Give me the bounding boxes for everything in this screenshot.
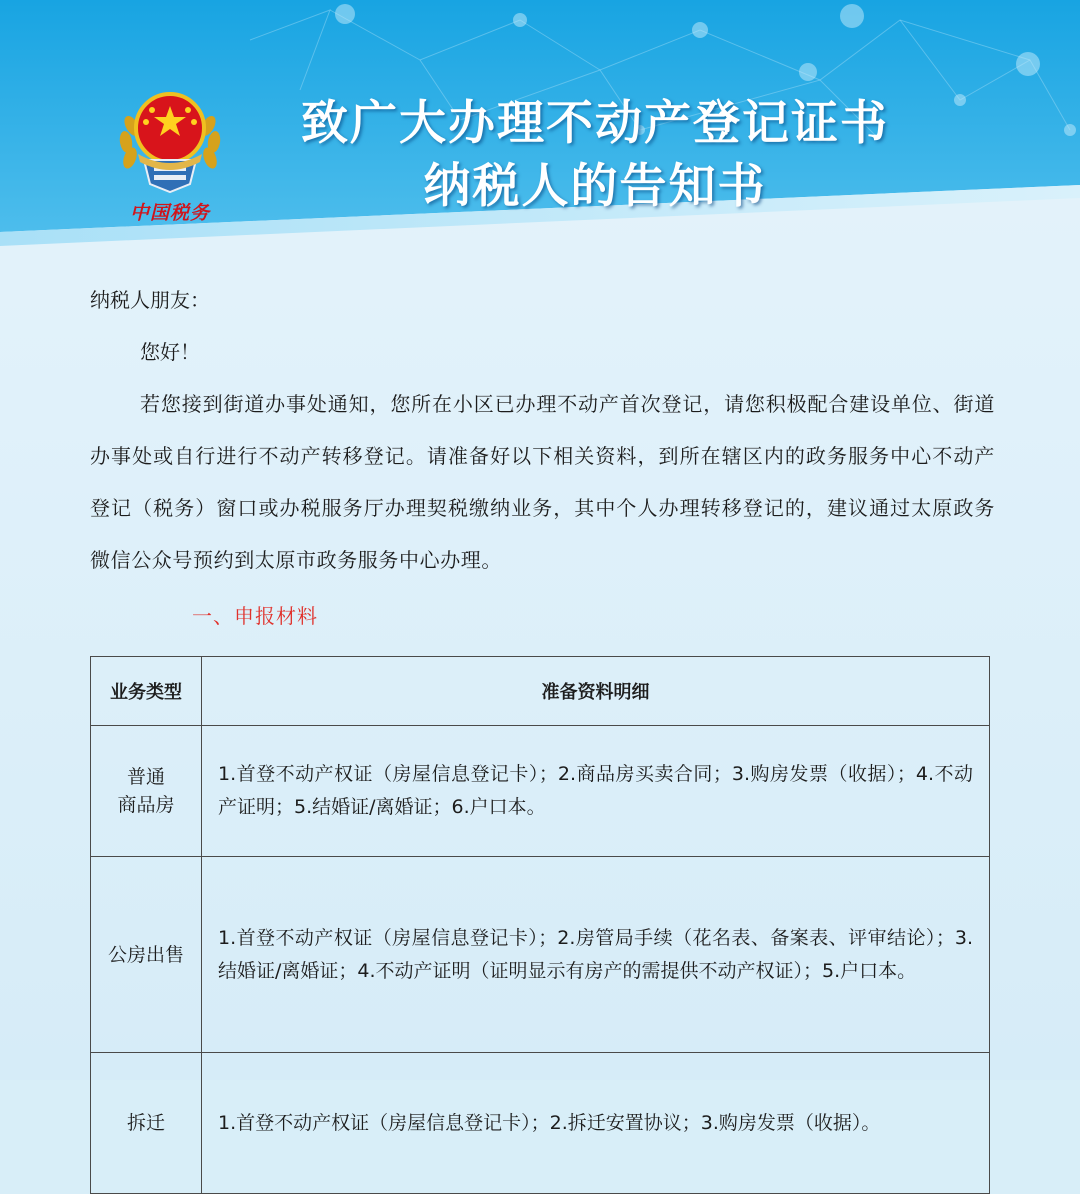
greeting: 您好！: [140, 340, 200, 364]
business-type-cell: 公房出售: [91, 857, 202, 1053]
business-type-cell: 拆迁: [91, 1053, 202, 1194]
section-heading: 一、申报材料: [192, 604, 318, 628]
table-header-row: [91, 657, 990, 726]
table-row: [91, 857, 990, 1053]
material-details-cell: 1.首登不动产权证（房屋信息登记卡）；2.拆迁安置协议；3.购房发票（收据）。: [202, 1053, 990, 1194]
business-type-line: 商品房: [117, 794, 175, 816]
business-type-cell: [91, 726, 202, 857]
table-row: [91, 726, 990, 857]
materials-table: [90, 656, 990, 1194]
business-type-line: 普通: [126, 766, 165, 788]
header-banner: [0, 0, 1080, 250]
material-details-cell: 1.首登不动产权证（房屋信息登记卡）；2.商品房买卖合同；3.购房发票（收据）；4.不动产证明；5.结婚证/离婚证；6.户口本。: [202, 726, 990, 857]
page-title: [230, 92, 960, 218]
emblem-icon: [110, 80, 230, 200]
title-line-1: 致广大办理不动产登记证书: [301, 96, 889, 151]
intro-paragraph: 若您接到街道办事处通知，您所在小区已办理不动产首次登记，请您积极配合建设单位、街道办事处或自行进行不动产转移登记。请准备好以下相关资料，到所在辖区内的政务服务中心不动产登记（税务）窗口或办税服务厅办理契税缴纳业务，其中个人办理转移登记的，建议通过太原政务微信公众号预约到太原市政务服务中心办理。: [90, 392, 995, 572]
title-line-2: 纳税人的告知书: [423, 159, 767, 214]
salutation: 纳税人朋友：: [90, 288, 210, 312]
header-business-type: 业务类型: [91, 657, 202, 726]
tax-emblem-logo: [110, 80, 230, 230]
emblem-text: 中国税务: [129, 202, 210, 224]
table-row: [91, 1053, 990, 1194]
header-material-details: 准备资料明细: [202, 657, 990, 726]
material-details-cell: 1.首登不动产权证（房屋信息登记卡）；2.房管局手续（花名表、备案表、评审结论）；3.结婚证/离婚证；4.不动产证明（证明显示有房产的需提供不动产权证）；5.户口本。: [202, 857, 990, 1053]
